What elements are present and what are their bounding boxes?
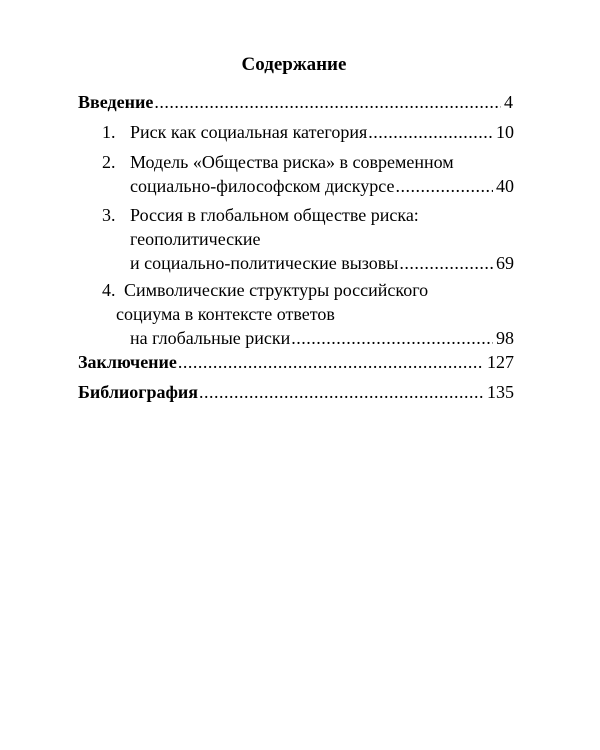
toc-entry-page: 135 <box>487 382 514 402</box>
dot-leader <box>368 120 493 144</box>
toc-entry-line <box>102 302 514 326</box>
toc-entry-chapter-4 <box>102 278 514 350</box>
toc-entry-number: 4. <box>102 280 116 300</box>
toc-title: Содержание <box>241 54 347 75</box>
toc-entry-line <box>102 278 514 302</box>
toc-entry-title-line: социума в контексте ответов <box>116 304 335 324</box>
toc-entry-number: 3. <box>102 205 116 225</box>
toc-entry-chapter-2 <box>102 150 514 198</box>
toc-entry-last-line <box>102 251 514 275</box>
toc-entry-last-line <box>78 380 514 404</box>
toc-entry-page: 4 <box>504 92 513 112</box>
toc-entry-line <box>102 150 514 174</box>
toc-entry-number: 1. <box>102 122 116 142</box>
toc-entry-title-line: Россия в глобальном обществе риска: <box>130 205 419 225</box>
toc-entry-title-line: на глобальные риски <box>130 328 291 348</box>
toc-entry-title-line: и социально-политические вызовы <box>130 253 399 273</box>
toc-entry-page: 98 <box>496 328 514 348</box>
toc-entry-title-line: социально-философском дискурсе <box>130 176 395 196</box>
toc-entry-last-line <box>78 90 513 114</box>
toc-entry-last-line <box>102 174 514 198</box>
toc-entry-page: 10 <box>496 122 514 142</box>
toc-entry-title: Риск как социальная категория <box>130 122 368 142</box>
toc-entry-title-line: геополитические <box>130 229 261 249</box>
toc-entry-title: Библиография <box>78 382 199 402</box>
toc-entry-page: 69 <box>496 253 514 273</box>
toc-entry-line <box>102 227 514 251</box>
toc-entry-chapter-3 <box>102 203 514 275</box>
toc-entry-title-line: Модель «Общества риска» в современном <box>130 152 454 172</box>
toc-entry-page: 40 <box>496 176 514 196</box>
dot-leader <box>199 380 484 404</box>
toc-entry-conclusion <box>78 350 514 374</box>
toc-entry-introduction <box>78 90 513 114</box>
toc-entry-last-line <box>78 350 514 374</box>
dot-leader <box>291 326 493 350</box>
dot-leader <box>154 90 501 114</box>
toc-entry-number: 2. <box>102 152 116 172</box>
toc-entry-last-line <box>102 120 514 144</box>
dot-leader <box>395 174 493 198</box>
toc-entry-title-line: Символические структуры российского <box>124 280 429 300</box>
dot-leader <box>399 251 493 275</box>
dot-leader <box>178 350 484 374</box>
toc-entry-title: Заключение <box>78 352 177 372</box>
toc-entry-page: 127 <box>487 352 514 372</box>
toc-entry-bibliography <box>78 380 514 404</box>
toc-entry-title: Введение <box>78 92 154 112</box>
toc-entry-line <box>102 203 514 227</box>
toc-entry-last-line <box>102 326 514 350</box>
toc-entry-chapter-1 <box>102 120 514 144</box>
